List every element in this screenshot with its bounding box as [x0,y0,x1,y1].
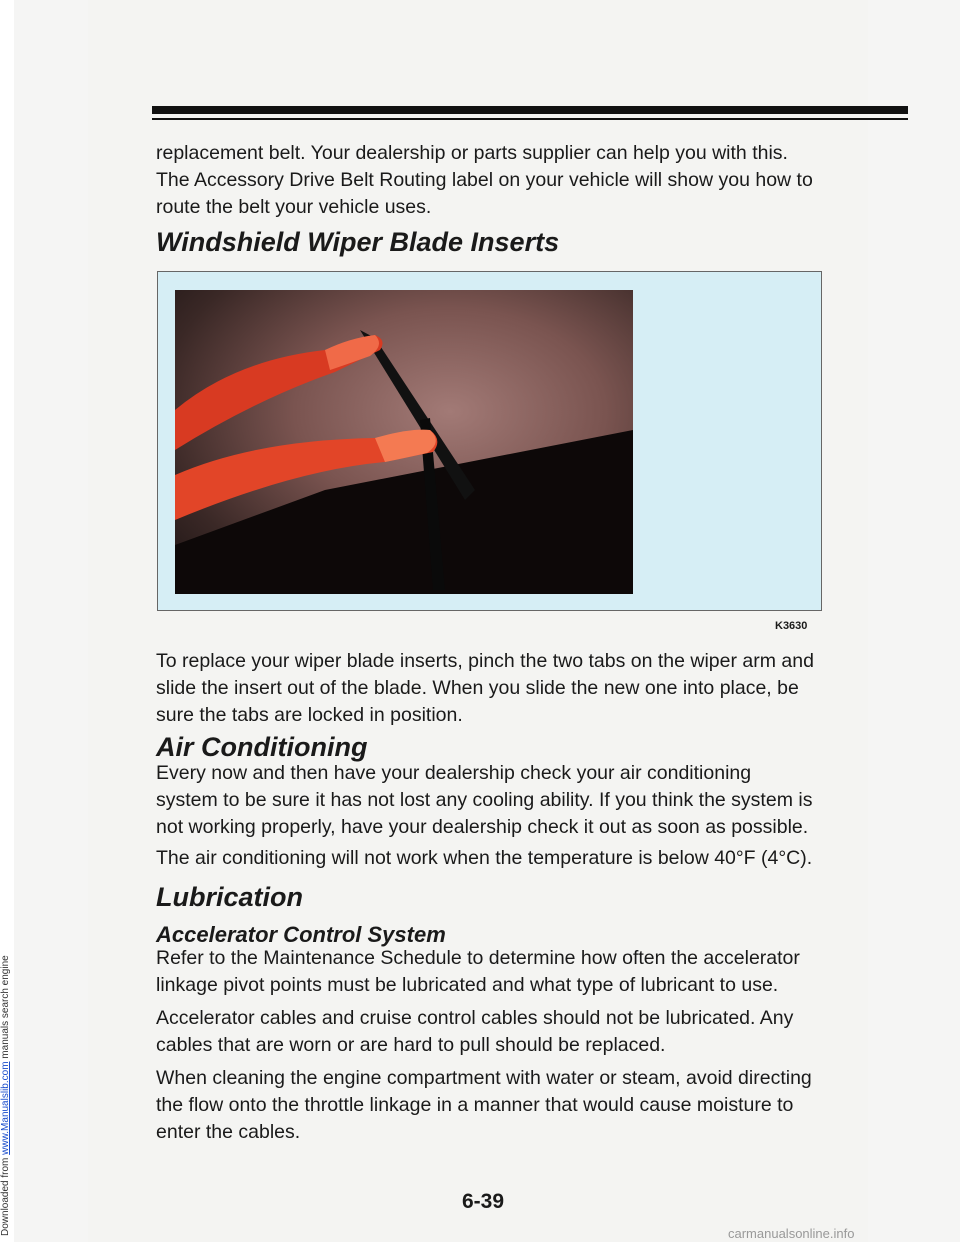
wiper-photo [175,290,633,594]
site-watermark: carmanualsonline.info [728,1226,855,1241]
lube-paragraph-3: When cleaning the engine compartment with water or steam, avoid directing the flow onto the throttle linkage in a manner that would cause moisture to enter the cables. [156,1067,812,1143]
header-rule-thin [152,118,908,120]
wiper-figure [157,271,822,611]
wiper-heading: Windshield Wiper Blade Inserts [156,227,560,257]
manualslib-link[interactable]: www.Manualslib.com [0,1061,11,1155]
credit-prefix: Downloaded from [0,1154,11,1236]
credit-strip [0,0,14,1242]
figure-code: K3630 [775,620,808,632]
download-credit [0,955,11,1236]
lube-paragraph-2: Accelerator cables and cruise control cables should not be lubricated. Any cables that are worn or are hard to pull should be replaced. [156,1007,794,1056]
air-paragraph-1: Every now and then have your dealership check your air conditioning system to be sure it has not lost any cooling ability. If you think the system is not working properly, have your dealership check it out as soon as possible. [156,762,813,838]
lube-paragraph-1: Refer to the Maintenance Schedule to determine how often the accelerator linkage pivot points must be lubricated and what type of lubricant to use. [156,947,800,996]
air-paragraph-2: The air conditioning will not work when the temperature is below 40°F (4°C). [156,847,813,869]
header-rule-thick [152,106,908,114]
air-conditioning-heading: Air Conditioning [156,732,368,762]
lubrication-heading: Lubrication [156,882,303,912]
credit-suffix: manuals search engine [0,955,11,1062]
wiper-illustration [175,290,633,594]
accelerator-subheading: Accelerator Control System [156,922,446,947]
page-number: 6-39 [462,1190,505,1213]
intro-paragraph: replacement belt. Your dealership or parts supplier can help you with this. The Accessory Drive Belt Routing label on your vehicle will show you how to route the belt your vehicle uses. [156,142,813,218]
wiper-paragraph: To replace your wiper blade inserts, pinch the two tabs on the wiper arm and slide the insert out of the blade. When you slide the new one into place, be sure the tabs are locked in position. [156,650,814,726]
